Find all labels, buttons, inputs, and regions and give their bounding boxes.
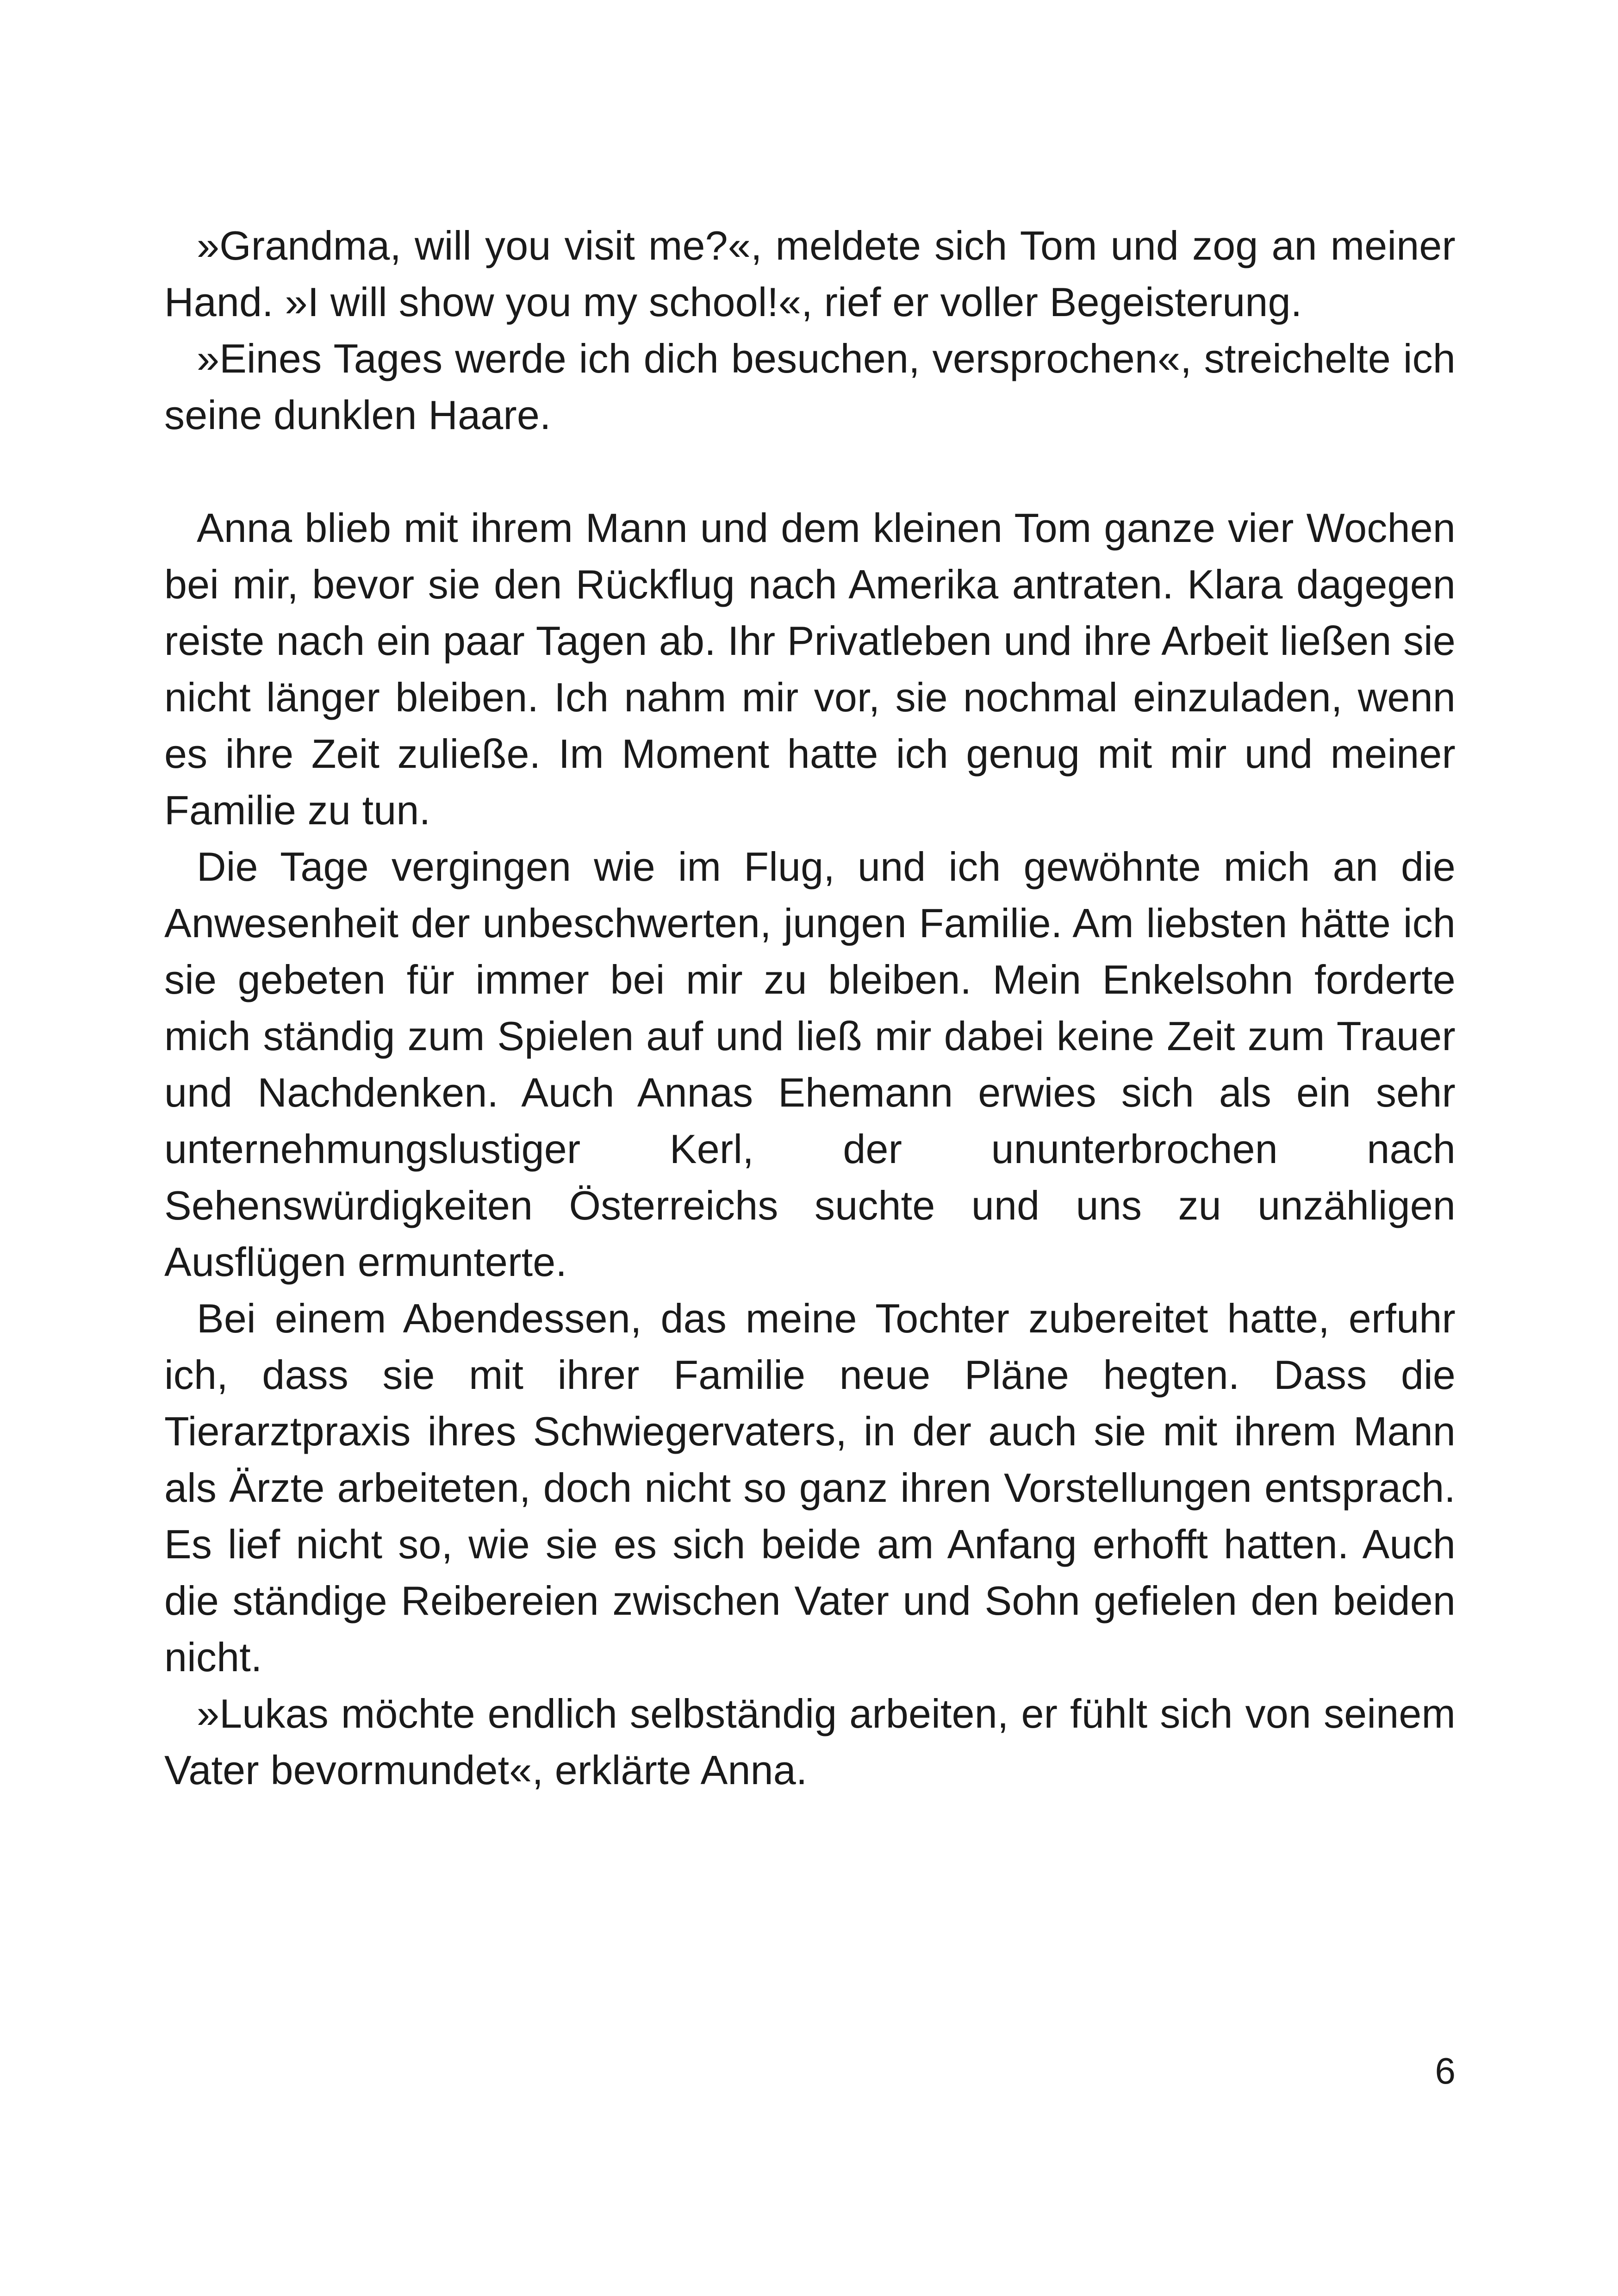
- paragraph: »Grandma, will you visit me?«, meldete sich Tom und zog an meiner Hand. »I will show you my school!«, rief er voller Begeisterung.: [164, 223, 1456, 325]
- paragraph: »Lukas möchte endlich selbständig arbeiten, er fühlt sich von seinem Vater bevormundet«, erklärte Anna.: [164, 1691, 1456, 1793]
- paragraph: »Eines Tages werde ich dich besuchen, versprochen«, streichelte ich seine dunklen Haare.: [164, 336, 1456, 438]
- paragraph: Bei einem Abendessen, das meine Tochter zubereitet hatte, erfuhr ich, dass sie mit ihrer Familie neue Pläne hegten. Dass die Tierarztpraxis ihres Schwiegervaters, in der auch sie mit ihrem Mann als Ärzte arbeiteten, doch nicht so ganz ihren Vorstellungen entsprach. Es lief nicht so, wie sie es sich beide am Anfang erhofft hatten. Auch die ständige Reibereien zwischen Vater und Sohn gefielen den beiden nicht.: [164, 1295, 1456, 1680]
- page-number: 6: [1435, 2050, 1456, 2091]
- paragraph: Anna blieb mit ihrem Mann und dem kleinen Tom ganze vier Wochen bei mir, bevor sie den Rückflug nach Amerika antraten. Klara dagegen reiste nach ein paar Tagen ab. Ihr Privatleben und ihre Arbeit ließen sie nicht länger bleiben. Ich nahm mir vor, sie nochmal einzuladen, wenn es ihre Zeit zuließe. Im Moment hatte ich genug mit mir und meiner Familie zu tun.: [164, 505, 1456, 833]
- body-text: [164, 218, 1456, 1798]
- paragraph: Die Tage vergingen wie im Flug, und ich gewöhnte mich an die Anwesenheit der unbeschwerten, jungen Familie. Am liebsten hätte ich sie gebeten für immer bei mir zu bleiben. Mein Enkelsohn forderte mich ständig zum Spielen auf und ließ mir dabei keine Zeit zum Trauer und Nachdenken. Auch Annas Ehemann erwies sich als ein sehr unternehmungslustiger Kerl, der ununterbrochen nach Sehenswürdigkeiten Österreichs suchte und uns zu unzähligen Ausflügen ermunterte.: [164, 844, 1456, 1285]
- section-break: [164, 443, 1456, 500]
